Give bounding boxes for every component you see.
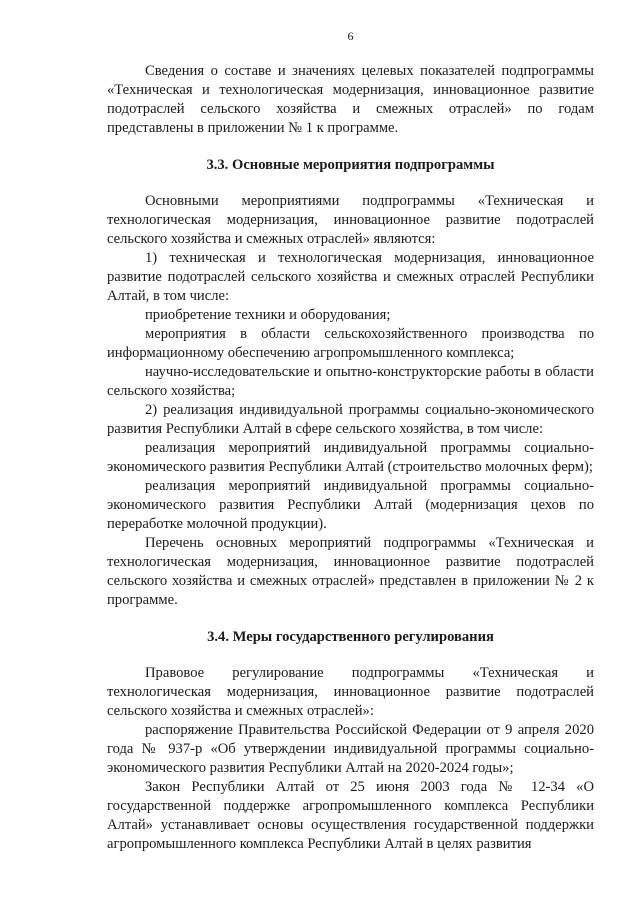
section-heading-3-3: 3.3. Основные мероприятия подпрограммы [206,157,495,173]
list-subitem-equipment: приобретение техники и оборудования; [145,307,391,323]
paragraph-main-measures-intro: Основными мероприятиями подпрограммы «Техническая и технологическая модернизация, инновационное развитие подотраслей сельского хозяйства и смежных отраслей» являются: [107,193,594,247]
list-item-2-individual-program: 2) реализация индивидуальной программы социально-экономического развития Республики Алтай в сфере сельского хозяйства, в том числе: [107,402,594,437]
paragraph-government-order: распоряжение Правительства Российской Федерации от 9 апреля 2020 года № 937-р «Об утверждении индивидуальной программы социально-экономического развития Республики Алтай на 2020-2024 годы»; [107,722,594,776]
page-number: 6 [347,29,354,43]
document-page [107,28,594,854]
paragraph-measures-list-reference: Перечень основных мероприятий подпрограммы «Техническая и технологическая модернизация, инновационное развитие подотраслей сельского хозяйства и смежных отраслей» представлен в приложении № 2 к программе. [107,535,594,608]
section-heading-3-4: 3.4. Меры государственного регулирования [207,629,494,645]
list-item-1-modernization: 1) техническая и технологическая модернизация, инновационное развитие подотраслей сельского хозяйства и смежных отраслей Республики Алтай, в том числе: [107,250,594,304]
paragraph-targets-info: Сведения о составе и значениях целевых показателей подпрограммы «Техническая и технологическая модернизация, инновационное развитие подотраслей сельского хозяйства и смежных отраслей» по годам представлены в приложении № 1 к программе. [107,63,594,136]
list-subitem-information-support: мероприятия в области сельскохозяйственного производства по информационному обеспечению агропромышленного комплекса; [107,326,594,361]
paragraph-republic-law: Закон Республики Алтай от 25 июня 2003 года № 12-34 «О государственной поддержке агропромышленного комплекса Республики Алтай» устанавливает основы осуществления государственной поддержки агропромышленного комплекса Республики Алтай в целях развития [107,779,594,852]
list-subitem-research-works: научно-исследовательские и опытно-конструкторские работы в области сельского хозяйства; [107,364,594,399]
paragraph-legal-regulation-intro: Правовое регулирование подпрограммы «Техническая и технологическая модернизация, инновационное развитие подотраслей сельского хозяйства и смежных отраслей»: [107,665,594,719]
list-subitem-dairy-processing: реализация мероприятий индивидуальной программы социально-экономического развития Республики Алтай (модернизация цехов по переработке молочной продукции). [107,478,594,532]
list-subitem-dairy-farms: реализация мероприятий индивидуальной программы социально-экономического развития Республики Алтай (строительство молочных ферм); [107,440,594,475]
